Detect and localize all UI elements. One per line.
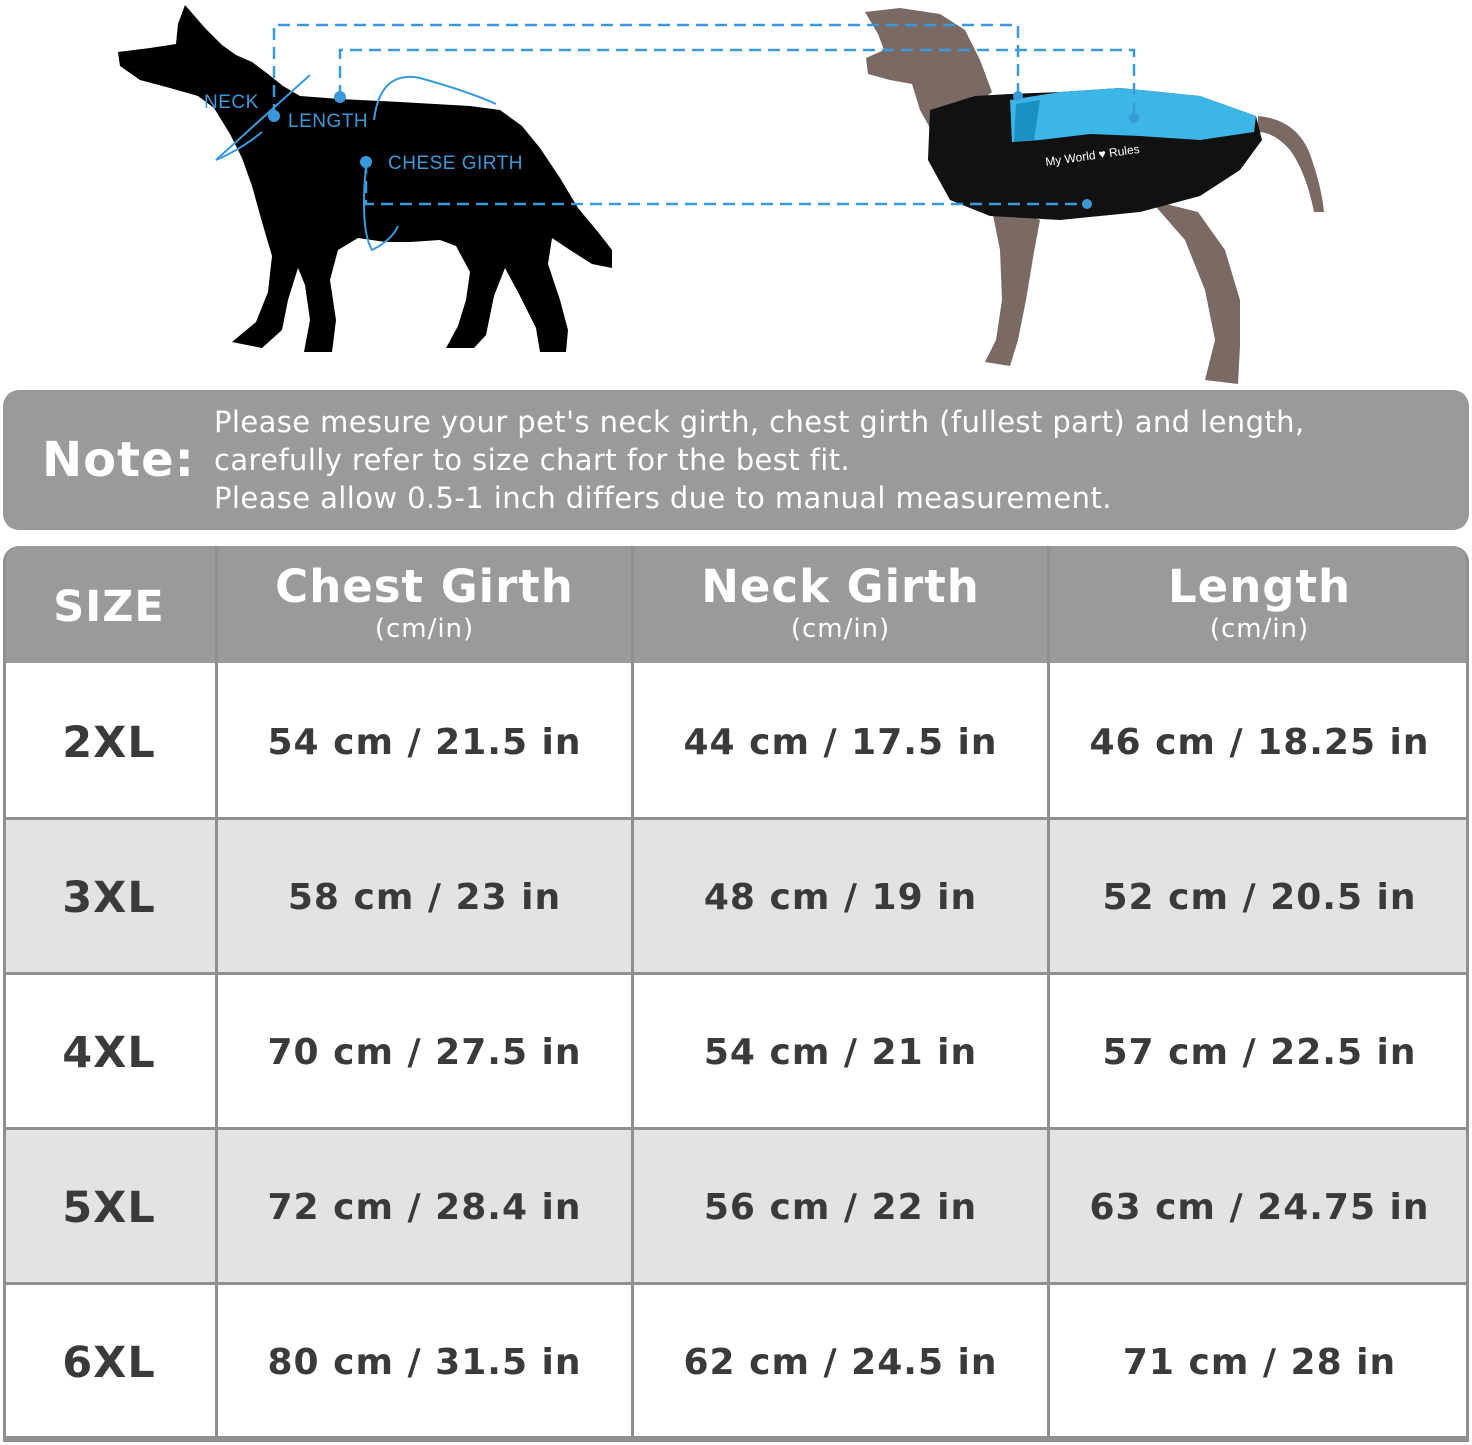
chest-cell: 58 cm / 23 in bbox=[287, 877, 562, 918]
size-cell: 2XL bbox=[62, 717, 156, 768]
measurement-diagram bbox=[0, 0, 1472, 390]
neck-label: NECK bbox=[204, 92, 259, 113]
chest-girth-label: CHESE GIRTH bbox=[388, 153, 524, 174]
chest-cell: 70 cm / 27.5 in bbox=[267, 1032, 582, 1073]
size-cell: 3XL bbox=[62, 872, 156, 923]
table-divider bbox=[3, 1439, 1469, 1442]
neck-cell: 44 cm / 17.5 in bbox=[683, 722, 998, 763]
size-cell: 6XL bbox=[62, 1337, 156, 1388]
neck-cell: 48 cm / 19 in bbox=[703, 877, 978, 918]
header-length-title: Length bbox=[1168, 560, 1351, 613]
header-size-label: SIZE bbox=[53, 582, 165, 632]
neck-cell: 62 cm / 24.5 in bbox=[683, 1342, 998, 1383]
jacket-print-text: My World ♥ Rules bbox=[1044, 141, 1141, 169]
note-text bbox=[214, 403, 1305, 517]
header-neck-unit: (cm/in) bbox=[790, 614, 891, 644]
header-neck-title: Neck Girth bbox=[701, 560, 980, 613]
note-line-2: carefully refer to size chart for the best fit. bbox=[214, 443, 851, 477]
length-cell: 52 cm / 20.5 in bbox=[1102, 877, 1417, 918]
header-length-unit: (cm/in) bbox=[1209, 614, 1310, 644]
header-chest-unit: (cm/in) bbox=[374, 614, 475, 644]
note-label: Note: bbox=[42, 432, 195, 488]
neck-cell: 56 cm / 22 in bbox=[703, 1187, 978, 1228]
note-line-3: Please allow 0.5-1 inch differs due to manual measurement. bbox=[214, 481, 1112, 515]
size-cell: 5XL bbox=[62, 1182, 156, 1233]
measurement-illustration bbox=[0, 0, 1472, 390]
chest-cell: 72 cm / 28.4 in bbox=[267, 1187, 582, 1228]
length-cell: 63 cm / 24.75 in bbox=[1089, 1187, 1430, 1228]
chest-cell: 80 cm / 31.5 in bbox=[267, 1342, 582, 1383]
length-cell: 71 cm / 28 in bbox=[1122, 1342, 1397, 1383]
table-frame bbox=[3, 546, 1469, 1439]
chest-cell: 54 cm / 21.5 in bbox=[267, 722, 582, 763]
length-cell: 46 cm / 18.25 in bbox=[1089, 722, 1430, 763]
length-label: LENGTH bbox=[288, 111, 369, 132]
header-chest-title: Chest Girth bbox=[275, 560, 574, 613]
length-cell: 57 cm / 22.5 in bbox=[1102, 1032, 1417, 1073]
note-line-1: Please mesure your pet's neck girth, chest girth (fullest part) and length, bbox=[214, 405, 1305, 439]
size-chart-table bbox=[3, 546, 1469, 1442]
neck-cell: 54 cm / 21 in bbox=[703, 1032, 978, 1073]
size-cell: 4XL bbox=[62, 1027, 156, 1078]
dog-photo-icon bbox=[865, 8, 1324, 384]
